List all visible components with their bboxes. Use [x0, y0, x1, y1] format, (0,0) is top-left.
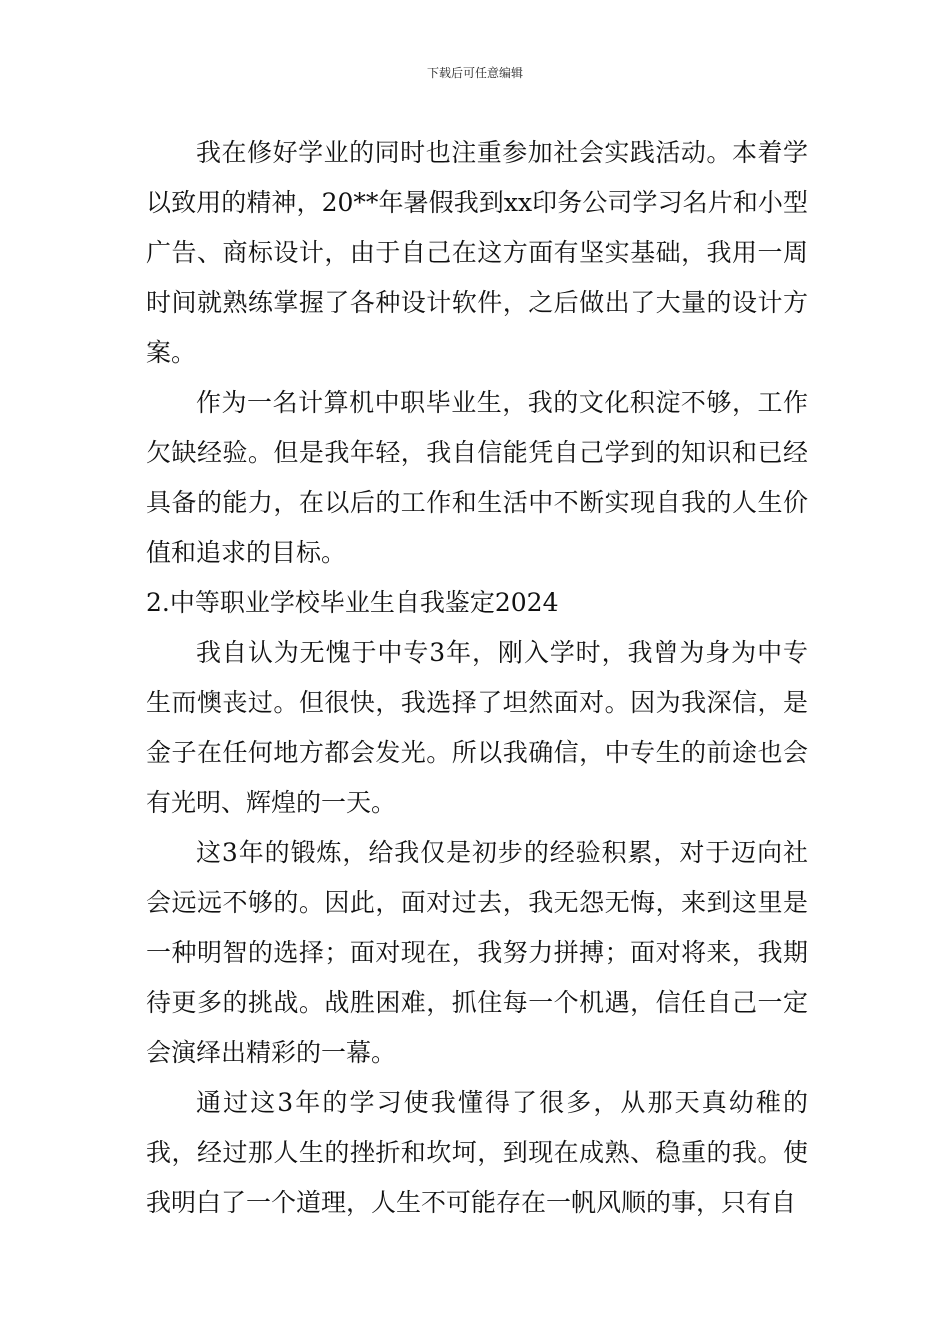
paragraph-enrollment: 我自认为无愧于中专3年，刚入学时，我曾为身为中专生而懊丧过。但很快，我选择了坦然面对。因为我深信，是金子在任何地方都会发光。所以我确信，中专生的前途也会有光明、辉煌的一天。 — [146, 638, 808, 817]
paragraph-practice: 我在修好学业的同时也注重参加社会实践活动。本着学以致用的精神，20**年暑假我到xx印务公司学习名片和小型广告、商标设计，由于自己在这方面有坚实基础，我用一周时间就熟练掌握了各种设计软件，之后做出了大量的设计方案。 — [146, 138, 808, 367]
paragraph-self-assessment: 作为一名计算机中职毕业生，我的文化积淀不够，工作欠缺经验。但是我年轻，我自信能凭自己学到的知识和已经具备的能力，在以后的工作和生活中不断实现自我的人生价值和追求的目标。 — [146, 388, 808, 567]
page-header: 下载后可任意编辑 — [426, 66, 523, 80]
paragraph-training: 这3年的锻炼，给我仅是初步的经验积累，对于迈向社会远远不够的。因此，面对过去，我无怨无悔，来到这里是一种明智的选择；面对现在，我努力拼搏；面对将来，我期待更多的挑战。战胜困难，抓住每一个机遇，信任自己一定会演绎出精彩的一幕。 — [146, 838, 808, 1067]
section-heading: 2.中等职业学校毕业生自我鉴定2024 — [146, 588, 559, 617]
document-body — [146, 128, 808, 1228]
paragraph-learning: 通过这3年的学习使我懂得了很多，从那天真幼稚的我，经过那人生的挫折和坎坷，到现在成熟、稳重的我。使我明白了一个道理，人生不可能存在一帆风顺的事，只有自 — [146, 1088, 808, 1217]
